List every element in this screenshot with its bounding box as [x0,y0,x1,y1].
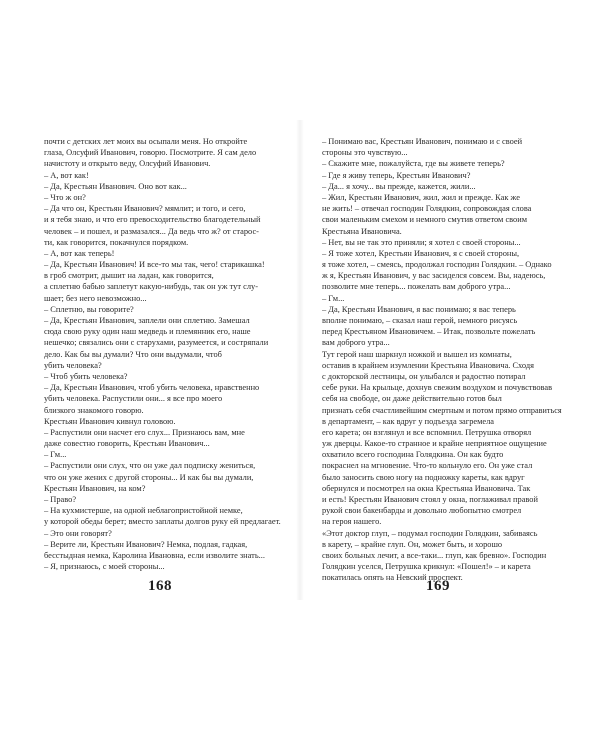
text-line: уж дверцы. Какое-то странное и крайне неприятное ощущение [322,439,547,449]
text-line: – Гм... [44,450,67,460]
text-line: – Распустили они слух, что он уже дал подписку жениться, [44,461,256,471]
text-line: своих больных лечит, а все-таки... глуп, как бревно». Господин [322,550,547,560]
text-line: охватило всего господина Голядкина. Он как будто [322,450,504,460]
text-line: вам доброго утра... [322,338,390,348]
text-line: вполне понимаю, – сказал наш герой, немного рисуясь [322,316,518,325]
text-line: и есть! Крестьян Иванович стоял у окна, поглаживал правой [322,495,538,504]
text-line: ж я, Крестьян Иванович, у вас засиделся совсем. Вы, надеюсь, [322,271,546,281]
text-line: нешечко; связались они с старухами, разумеется, и состряпали [44,338,269,348]
text-line: – Что ж он? [44,192,86,202]
text-line: Крестьяна Ивановича. [322,226,402,236]
text-line: – Понимаю вас, Крестьян Иванович, понимаю и с своей [322,137,523,146]
text-line: в карету, – крайне глуп. Он, может быть, и хорошо [322,539,503,549]
text-line: его карета; он взглянул и все вспомнил. Петрушка отворял [322,427,532,437]
text-line: покраснел на мгновение. Что-то кольнуло его. Он уже стал [322,461,533,471]
text-line: не жить! – отвечал господин Голядкин, сопровождая слова [322,204,532,214]
text-line: глаза, Олсуфий Иванович, говорю. Посмотрите. Я сам дело [44,148,257,158]
text-line: – Сплетню, вы говорите? [44,304,134,314]
text-line: в гроб смотрит, дышит на ладан, как говорится, [44,271,214,281]
book-gutter [296,120,304,600]
text-line: – На кухмистерше, на одной неблагопристойной немке, [44,506,243,516]
text-line: у которой обеды берет; вместо заплаты долгов руку ей предлагает. [44,517,281,527]
text-line: – Да что он, Крестьян Иванович? мямлит; и того, и сего, [44,204,246,214]
text-line: было заносить свою ногу на подножку кареты, как вдруг [322,472,525,482]
text-line: – Чтоб убить человека? [44,371,128,381]
text-line: – Это они говорят? [44,528,112,538]
text-line: – Верите ли, Крестьян Иванович? Немка, подлая, гадкая, [44,539,248,549]
right-page-number: 169 [426,578,450,594]
text-line: «Этот доктор глуп, – подумал господин Голядкин, забиваясь [322,528,538,538]
text-line: даже совестно говорить, Крестьян Иванович... [44,439,210,449]
text-line: Крестьян Иванович кивнул головою. [44,416,176,426]
text-line: обернулся и посмотрел на окна Крестьяна Ивановича. Так [322,483,531,493]
text-line: и я тебя знаю, и что его превосходительство благодетельный [44,215,261,225]
text-line: – Жил, Крестьян Иванович, жил, жил и прежде. Как же [322,192,520,202]
text-line: себе руки. На крыльце, дохнув свежим воздухом и почувствовав [322,383,553,393]
right-page [322,136,562,584]
text-line: бесстыдная немка, Каролина Ивановна, если изволите знать... [44,550,265,560]
text-line: Крестьян Иванович, на ком? [44,483,146,493]
text-line: рукой свои бакенбарды и довольно любопытно смотрел [322,506,522,516]
text-line: – Да, Крестьян Иванович. Оно вот как... [44,181,187,191]
text-line: сюда свою руку один наш медведь и племянник его, наше [44,327,251,337]
text-line: – Где я живу теперь, Крестьян Иванович? [322,170,471,180]
text-line: – Я тоже хотел, Крестьян Иванович, я с своей стороны, [322,248,520,258]
text-line: на героя нашего. [322,517,382,527]
left-page [44,136,284,572]
left-page-number: 168 [148,578,172,594]
text-line: – Да, Крестьян Иванович! И все-то мы так, чего! старикашка! [44,260,265,270]
text-line: себя на свободе, он даже действительно готов был [322,394,502,404]
text-line: Голядкин уселся, Петрушка крикнул: «Пошел!» – и карета [322,562,531,572]
text-line: начистоту и открыто веду, Олсуфий Иванович. [44,159,211,169]
text-line: – А, вот как теперь! [44,248,115,258]
text-line: что он уже жених с другой стороны... И как бы вы думали, [44,472,254,482]
text-line: – Право? [44,495,77,504]
text-line: почти с детских лет моих вы осыпали меня. Но откройте [44,137,248,146]
text-line: убить человека. Распустили они... я все про моего [44,394,223,404]
text-line: Тут герой наш шаркнул ножкой и вышел из комнаты, [322,349,512,359]
text-line: – Да, Крестьян Иванович, я вас понимаю; я вас теперь [322,304,516,314]
text-line: покатилась опять на Невский проспект. [322,573,463,583]
text-line: свои маленьким смехом и немного смутив ответом своим [322,215,528,225]
text-line: позволите мне теперь... пожелать вам доброго утра... [322,282,511,292]
text-line: оставив в крайнем изумлении Крестьяна Ивановича. Сходя [322,360,534,370]
text-line: стороны это чувствую... [322,148,408,158]
text-line: близкого знакомого говорю. [44,405,144,415]
text-line: с докторской лестницы, он улыбался и радостно потирал [322,371,526,381]
text-line: – Скажите мне, пожалуйста, где вы живете теперь? [322,159,505,169]
text-line: шает; без него невозможно... [44,293,147,303]
text-line: перед Крестьяном Ивановичем. – Итак, позвольте пожелать [322,327,536,337]
text-line: дело. Как бы вы думали? Что они выдумали, чтоб [44,349,222,359]
text-line: – Да, Крестьян Иванович, заплели они сплетню. Замешал [44,316,250,325]
text-line: – Распустили они насчет его слух... Признаюсь вам, мне [44,427,245,437]
text-line: ти, как говорится, покачнулся порядком. [44,237,189,247]
text-line: признать себя счастливейшим смертным и потом прямо отправиться [322,405,562,415]
text-line: – А, вот как! [44,170,89,180]
text-line: – Да... я хочу... вы прежде, кажется, жили... [322,181,476,191]
text-line: – Да, Крестьян Иванович, чтоб убить человека, нравственно [44,383,260,393]
text-line: человек – и пошел, и размазался... Да ведь что ж? от старос- [44,226,259,236]
text-line: в департамент, – как вдруг у подъезда загремела [322,416,495,426]
text-line: а сплетню бабью заплетут какую-нибудь, так он уж тут слу- [44,282,258,292]
text-line: я тоже хотел, – смеясь, продолжал господин Голядкин. – Однако [322,260,552,270]
text-line: – Гм... [322,293,345,303]
text-line: – Нет, вы не так это приняли; я хотел с своей стороны... [322,237,521,247]
text-line: убить человека? [44,360,102,370]
text-line: – Я, признаюсь, с моей стороны... [44,562,165,572]
